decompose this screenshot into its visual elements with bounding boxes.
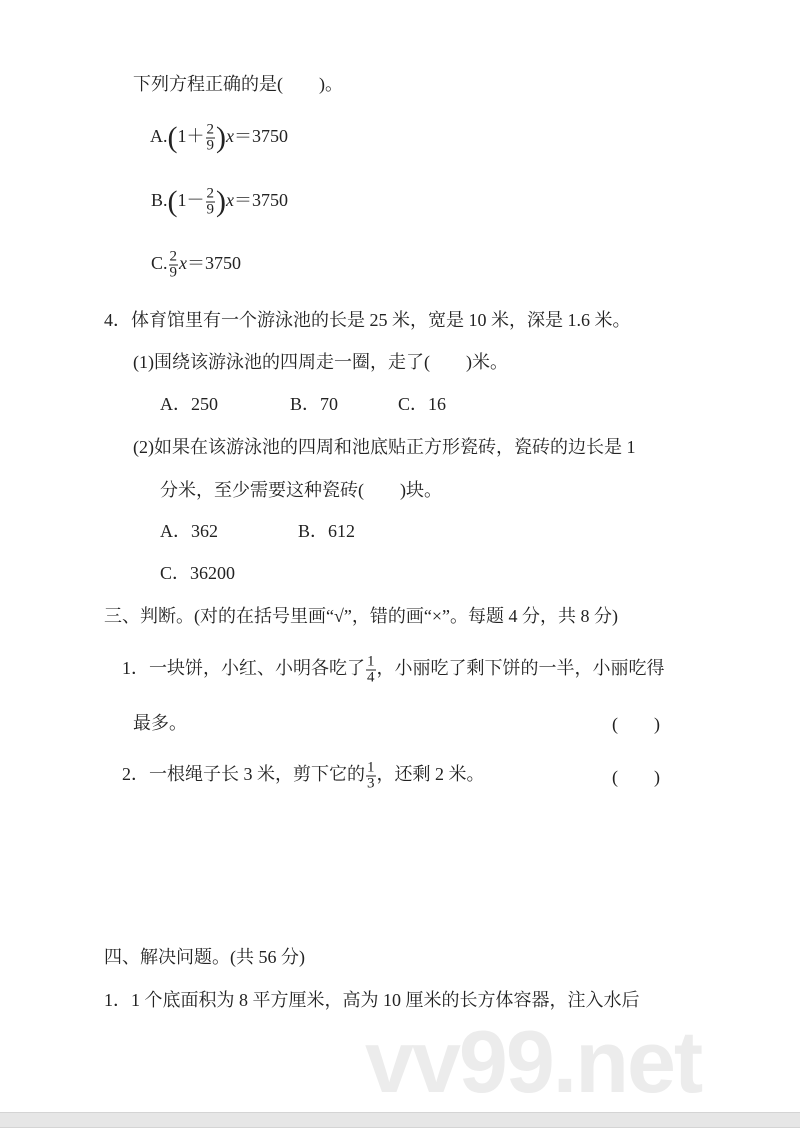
rhs: ＝3750 xyxy=(187,253,242,274)
rhs: ＝3750 xyxy=(234,126,289,147)
q4-stem: 4．体育馆里有一个游泳池的长是 25 米，宽是 10 米，深是 1.6 米。 xyxy=(104,310,631,330)
option-label: C. xyxy=(151,253,168,274)
right-paren: ) xyxy=(216,121,227,154)
fraction xyxy=(366,761,376,792)
q4-sub2-option-a: A．362 xyxy=(160,521,218,541)
section4-q1: 1．1 个底面积为 8 平方厘米，高为 10 厘米的长方体容器，注入水后 xyxy=(104,990,640,1010)
answer-blank: ( ) xyxy=(612,714,660,734)
variable: x xyxy=(226,190,235,211)
text: 1．一块饼，小红、小明各吃了 xyxy=(122,658,365,679)
q4-sub2-line2: 分米，至少需要这种瓷砖( )块。 xyxy=(160,480,442,500)
q4-sub2-option-b: B．612 xyxy=(298,521,356,541)
q4-sub1-option-a: A．250 xyxy=(160,394,218,414)
section3-q1-line2: 最多。 xyxy=(133,713,187,733)
denominator: 9 xyxy=(206,201,215,218)
expr: 1＋ xyxy=(177,126,205,147)
expr: 1－ xyxy=(177,190,205,211)
right-paren: ) xyxy=(216,185,227,218)
denominator: 4 xyxy=(367,669,375,686)
section3-q1 xyxy=(104,633,665,708)
page-separator xyxy=(0,1112,800,1128)
text: 2．一根绳子长 3 米，剪下它的 xyxy=(122,764,365,785)
variable: x xyxy=(179,253,188,274)
option-label: A. xyxy=(150,126,168,147)
option-label: B. xyxy=(151,190,168,211)
q4-sub1: (1)围绕该游泳池的四周走一圈，走了( )米。 xyxy=(133,352,508,372)
answer-blank: ( ) xyxy=(612,767,660,787)
section4-title: 四、解决问题。(共 56 分) xyxy=(104,947,305,967)
left-paren: ( xyxy=(167,121,178,154)
section3-title: 三、判断。(对的在括号里画“√”，错的画“×”。每题 4 分，共 8 分) xyxy=(104,606,618,626)
numerator: 2 xyxy=(206,185,215,202)
watermark: vv99.net xyxy=(365,1012,702,1111)
fraction xyxy=(206,123,216,154)
variable: x xyxy=(226,126,235,147)
q4-sub2-line1: (2)如果在该游泳池的四周和池底贴正方形瓷砖，瓷砖的边长是 1 xyxy=(133,437,636,457)
numerator: 1 xyxy=(367,653,375,670)
fraction xyxy=(169,250,179,281)
q3-prompt: 下列方程正确的是( )。 xyxy=(133,74,343,94)
text: ，还剩 2 米。 xyxy=(376,764,485,785)
fraction xyxy=(366,655,376,686)
denominator: 3 xyxy=(367,775,375,792)
fraction xyxy=(206,187,216,218)
q4-sub1-option-c: C．16 xyxy=(398,394,447,414)
numerator: 2 xyxy=(206,121,215,138)
q4-sub2-option-c: C．36200 xyxy=(160,563,236,583)
q4-sub1-option-b: B．70 xyxy=(290,394,339,414)
denominator: 9 xyxy=(169,264,178,281)
numerator: 1 xyxy=(367,759,375,776)
q3-option-c xyxy=(133,228,241,303)
left-paren: ( xyxy=(167,185,178,218)
text: ，小丽吃了剩下饼的一半，小丽吃得 xyxy=(376,658,665,679)
section3-q2 xyxy=(104,739,485,814)
rhs: ＝3750 xyxy=(234,190,289,211)
denominator: 9 xyxy=(206,137,215,154)
numerator: 2 xyxy=(169,248,178,265)
